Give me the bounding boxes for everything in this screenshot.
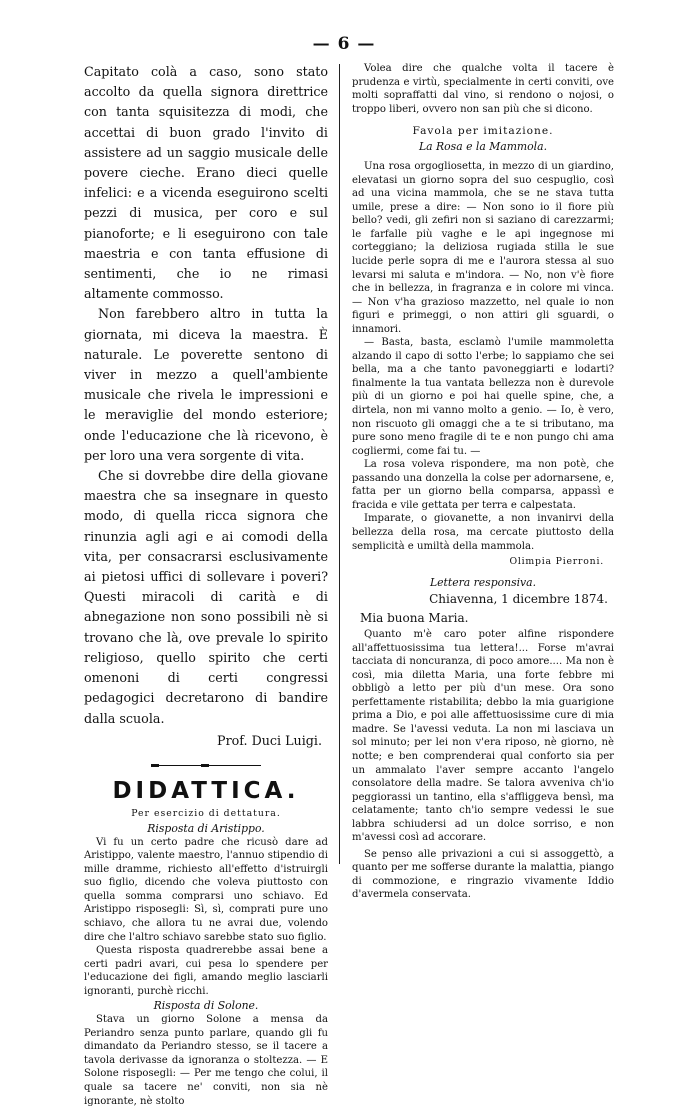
paragraph-conclusion: Che si dovrebbe dire della giovane maestra che sa insegnare in questo modo, di quella ricca signora che rinunzia agli agi e ai comodi della vita, per consacrarsi esclusivamente ai pietosi uffici di sollevare i poveri? Questi miracoli di carità e di abnegazione non sono possibili nè si trovano che là, ove prevale lo spirito religioso, quello spirito che certi omenoni di certi congressi pedagogici decretarono di bandire dalla scuola. — [84, 468, 328, 726]
right-column — [352, 62, 614, 902]
lettera-paragraph-1: Quanto m'è caro poter alfine rispondere all'affettuosissima tua lettera!... Forse m'avrai tacciata di noncuranza, di poco amore.... Ma non è così, mia diletta Maria, una forte febbre mi obbligò a letto per più d'un mese. Ora sono perfettamente ristabilita; debbo la mia guarigione prima a Dio, e poi alle affettuosissime cure di mia madre. Se l'avessi veduta. La non mi lasciava un sol minuto; per lei non v'era riposo, nè giorno, nè notte; e ben comprenderai qual conforto sia per un ammalato l'aver sempre accanto l'angelo consolatore della madre. Se talora avveniva ch'io peggiorassi un tantino, ella s'affliggeva bensì, ma celatamente; tanto ch'io sempre vedessi le sue labbra schiudersi ad un dolce sorriso, e non m'avessi così ad accorare. — [352, 629, 614, 844]
section-title: DIDATTICA. — [112, 777, 300, 804]
author-signature: Prof. Duci Luigi. — [217, 732, 322, 748]
solone-title: Risposta di Solone. — [153, 999, 259, 1013]
favola-author: Olimpia Pierroni. — [509, 556, 604, 568]
page-number: — 6 — — [312, 34, 376, 54]
aristippo-paragraph-2: Questa risposta quadrerebbe assai bene a certi padri avari, cui pesa lo spendere per l'educazione dei figli, amando meglio lasciarli ignoranti, purchè ricchi. — [84, 945, 328, 997]
favola-label: Favola per imitazione. — [412, 125, 554, 138]
column-divider — [339, 64, 340, 864]
solone-continuation: Volea dire che qualche volta il tacere è prudenza e virtù, specialmente in certi conviti, ove molti sopraffatti dal vino, si rendono o nojosi, o troppo liberi, ovvero non san più che si dicono. — [352, 63, 614, 115]
paragraph-maestra: Non farebbero altro in tutta la giornata, mi diceva la maestra. È naturale. Le poverette sentono di viver in mezzo a quell'ambiente musicale che rivela le impressioni e le meraviglie del mondo esteriore; onde l'educazione che là ricevono, è per loro una vera sorgente di vita. — [84, 306, 328, 463]
solone-paragraph: Stava un giorno Solone a mensa da Periandro senza punto parlare, quando gli fu dimandato da Periandro stesso, se il tacere a tavola derivasse da ignoranza o stoltezza. — E Solone risposegli: — Per me tengo che colui, il quale sa tacere ne' conviti, non sia nè ignorante, nè stolto — [84, 1014, 328, 1107]
section-divider — [151, 765, 261, 766]
lettera-paragraph-2: Se penso alle privazioni a cui si assoggettò, a quanto per me sofferse durante la malattia, piango di commozione, e ringrazio vivamente Iddio d'avermela conservata. — [352, 848, 614, 901]
aristippo-paragraph-1: Vi fu un certo padre che ricusò dare ad Aristippo, valente maestro, l'annuo stipendio di mille dramme, richiesto all'effetto d'istruirgli suo figlio, dicendo che voleva piuttosto con quella somma comprarsi uno schiavo. Ed Aristippo risposegli: Sì, sì, comprati pure uno schiavo, che allora tu ne avrai due, volendo dire che l'altro schiavo sarebbe stato suo figlio. — [84, 836, 328, 943]
aristippo-title: Risposta di Aristippo. — [147, 821, 265, 835]
favola-paragraph-4: Imparate, o giovanette, a non invanirvi della bellezza della rosa, ma cercate piuttosto della semplicità e umiltà della mammola. — [352, 513, 614, 552]
left-column — [84, 62, 328, 1108]
lettera-title: Lettera responsiva. — [429, 576, 537, 590]
lettera-salutation: Mia buona Maria. — [360, 611, 469, 626]
favola-paragraph-2: — Basta, basta, esclamò l'umile mammoletta alzando il capo di sotto l'erbe; lo sappiamo che sei bella, ma a che tanto pavoneggiarti e lodarti? finalmente la tua vantata bellezza non è durevole più di un giorno e poi hai quelle spine, che, a dirtela, non mi vanno molto a genio. — Io, è vero, non riscuoto gli omaggi che a te si tributano, ma pure sono meno fragile di te e non pungo chi ama cogliermi, come fai tu. — — [352, 337, 614, 457]
favola-paragraph-3: La rosa voleva rispondere, ma non potè, che passando una donzella la colse per adornarsene, e, fatta per un giorno bella comparsa, appassì e fracida e vile gettata per terra e calpestata. — [352, 459, 614, 511]
lettera-dateline: Chiavenna, 1 dicembre 1874. — [429, 592, 608, 607]
favola-title: La Rosa e la Mammola. — [418, 140, 547, 154]
favola-paragraph-1: Una rosa orgogliosetta, in mezzo di un giardino, elevatasi un giorno sopra del suo cespuglio, così ad una vicina mammola, che se ne stava tutta umile, prese a dire: — Non sono io il fiore più bello? vedi, gli zefiri non si saziano di carezzarmi; le farfalle più vaghe e le api ingegnose mi corteggiano; la deliziosa rugiada stilla le sue lucide perle sopra di me e l'aurora stessa al suo levarsi mi saluta e m'indora. — No, non v'è fiore che in bellezza, in fragranza e in colore mi vinca. — Non v'ha grazioso mazzetto, nel quale io non figuri e primeggi, o non attiri gli sguardi, o innamori. — [352, 161, 614, 335]
exercise-label: Per esercizio di dettatura. — [131, 807, 281, 819]
paragraph-intro: Capitato colà a caso, sono stato accolto da quella signora direttrice con tanta squisitezza di modi, che accettai di buon grado l'invito di assistere ad un saggio musicale delle povere cieche. Erano dieci quelle infelici: e a vicenda eseguirono scelti pezzi di musica, per coro e sul pianoforte; e li eseguirono con tale maestria e con tanta effusione di sentimenti, che io ne rimasi altamente commosso. — [84, 64, 328, 302]
